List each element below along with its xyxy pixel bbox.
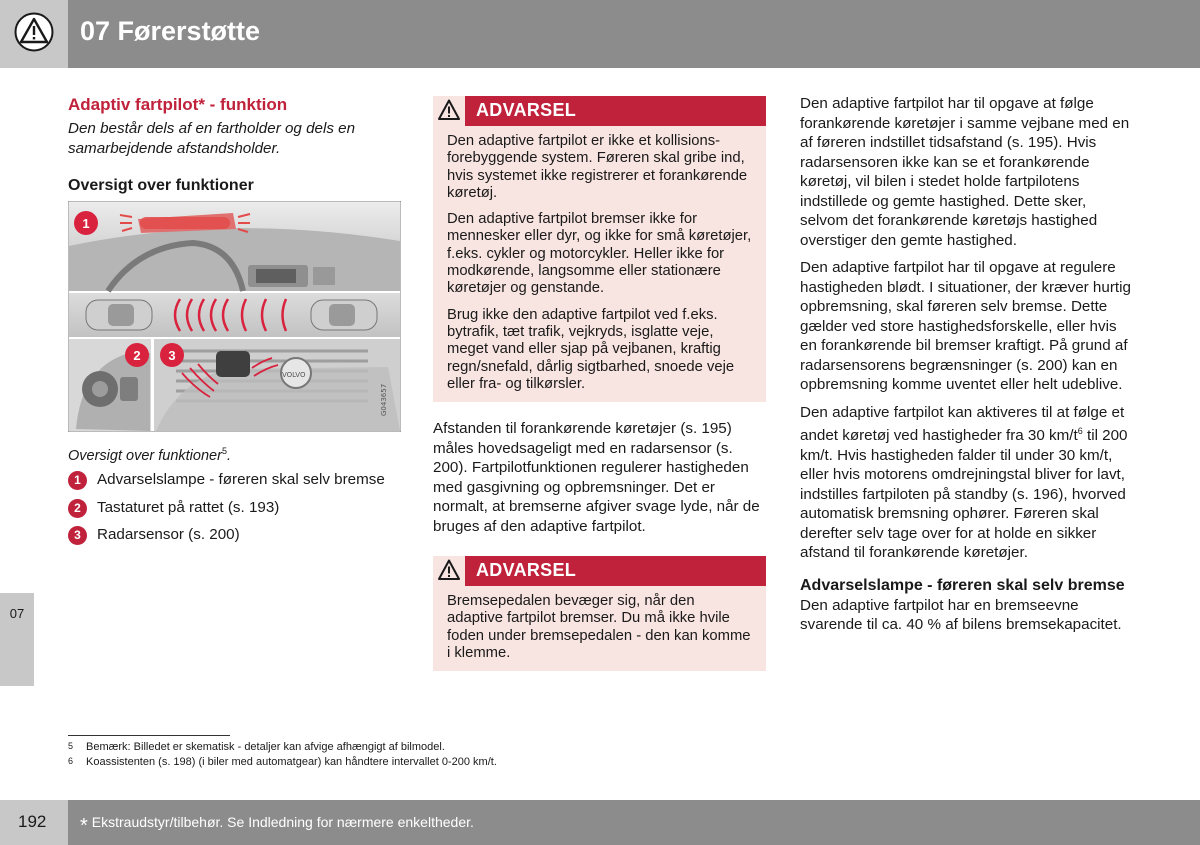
- section-heading: Adaptiv fartpilot* - funktion: [68, 95, 288, 114]
- warning-triangle-icon: [14, 12, 54, 52]
- column-middle: [433, 96, 766, 671]
- footnote-divider: [68, 735, 230, 736]
- body-paragraph: Afstanden til forankørende køretøjer (s. 195) måles hovedsageligt med en radarsensor (s. 200). Fartpilotfunktionen regulerer hastigheden med gasgivning og opbremsninger. Det er normalt, at bremserne afgiver svage lyde, når de bruges af den adaptive fartpilot.: [433, 420, 760, 535]
- page-number: 192: [18, 812, 47, 831]
- footer-note: * Ekstraudstyr/tilbehør. Se Indledning for nærmere enkeltheder.: [80, 814, 474, 837]
- svg-text:3: 3: [168, 348, 176, 363]
- leading-car-icon: [311, 300, 377, 330]
- grille-logo: VOLVO: [282, 371, 306, 379]
- body-paragraph: Den adaptive fartpilot har til opgave at følge forankørende køretøjer i samme vejbane med en af føreren indstillet tidsafstand (s. 195). Hvis radarsensoren ikke kan se et forankørende køretøj, vil bilen i stedet holde fartpilotens indstillede og gemte hastighed. Dette sker, selvom det forankørende køretøjs hastighed overstiger den gemte hastighed.: [800, 95, 1130, 249]
- callout-1: [74, 211, 98, 235]
- subsection-heading: Advarselslampe - føreren skal selv bremse: [800, 576, 1125, 594]
- warning-text: Bremsepedalen bevæger sig, når den adaptive fartpilot bremser. Du må ikke hvile foden under bremsepedalen - den kan komme i klemme.: [447, 593, 751, 662]
- chapter-side-tab: [0, 593, 34, 686]
- column-left: [68, 94, 403, 553]
- svg-text:1: 1: [82, 216, 90, 231]
- chapter-side-tab-label: 07: [9, 606, 25, 621]
- chapter-title: 07 Førerstøtte: [80, 16, 261, 46]
- overview-figure: [68, 201, 401, 432]
- cruise-control-illustration: [68, 201, 401, 432]
- footnote: 6 Koassistenten (s. 198) (i biler med automatgear) kan håndtere intervallet 0-200 km/t.: [68, 756, 497, 768]
- column-right: [800, 94, 1135, 643]
- list-item: 2 Tastaturet på rattet (s. 193): [68, 498, 403, 518]
- footnote: 5 Bemærk: Billedet er skematisk - detaljer kan afvige afhængigt af bilmodel.: [68, 741, 445, 753]
- figure-code: G043657: [380, 383, 388, 416]
- warning-text: Brug ikke den adaptive fartpilot ved f.eks. bytrafik, tæt trafik, vejkryds, isglatte veje, meget vand eller sjap på vejbanen, kraftig regn/snefald, dårlig sigtbarhed, snoede veje eller fra- og tilkørsler.: [447, 306, 735, 392]
- callout-3: [160, 343, 184, 367]
- warning-text: Den adaptive fartpilot bremser ikke for mennesker eller dyr, og ikke for små køretøjer, f.eks. cykler og motorcykler. Heller ikke for modkørende, langsomme eller stationære køretøjer og genstande.: [447, 211, 752, 297]
- warning-header: [433, 96, 766, 126]
- warning-label: ADVARSEL: [476, 100, 577, 120]
- warning-triangle-icon: [438, 99, 460, 121]
- warning-header: [433, 556, 766, 586]
- number-badge: 2: [68, 499, 87, 518]
- body-paragraph: Den adaptive fartpilot har en bremseevne svarende til ca. 40 % af bilens bremsekapacitet.: [800, 596, 1122, 634]
- warning-text: Den adaptive fartpilot er ikke et kollisionsforebyggende system. Føreren skal gribe ind, hvis systemet ikke registrerer et forankørende køretøj.: [447, 133, 748, 201]
- body-paragraph: Den adaptive fartpilot kan aktiveres til at følge et andet køretøj ved hastigheder fra 30 $km/t^6$ til 200 km/t. Hvis hastigheden falder til under 30 km/t, eller hvis motorens omdrejningstal bliver for lavt, indstilles fartpiloten på standby (s. 196), hvorved automatisk bremsning ophører. Føreren skal derefter selv tage over for at holde en sikker afstand til forankørende køretøjer.: [800, 403, 1128, 562]
- body-paragraph: Den adaptive fartpilot har til opgave at regulere hastigheden blødt. I situationer, der kræver hurtig opbremsning, skal føreren selv bremse. Dette gælder ved store hastighedsforskelle, eller hvis en forankørende bil bremser kraftigt. På grund af radarsensorens begrænsninger (s. 200) kan en opbremsning komme uventet eller helt udeblive.: [800, 259, 1131, 393]
- callout-list: [68, 470, 403, 545]
- number-badge: 1: [68, 471, 87, 490]
- warning-box-2: [433, 556, 766, 671]
- header-left-block: [0, 0, 68, 68]
- warning-label: ADVARSEL: [476, 560, 577, 581]
- list-item: 3 Radarsensor (s. 200): [68, 525, 403, 545]
- own-car-icon: [86, 300, 152, 330]
- warning-box-1: [433, 96, 766, 402]
- list-item: 1 Advarselslampe - føreren skal selv bremse: [68, 470, 403, 490]
- callout-2: [125, 343, 149, 367]
- section-intro: Den består dels af en fartholder og dels en samarbejdende afstandsholder.: [68, 120, 356, 157]
- subsection-heading: Oversigt over funktioner: [68, 177, 254, 194]
- number-badge: 3: [68, 526, 87, 545]
- warning-triangle-icon: [438, 559, 460, 581]
- figure-caption: Oversigt over funktioner$^5$.: [68, 446, 231, 464]
- svg-text:2: 2: [133, 348, 141, 363]
